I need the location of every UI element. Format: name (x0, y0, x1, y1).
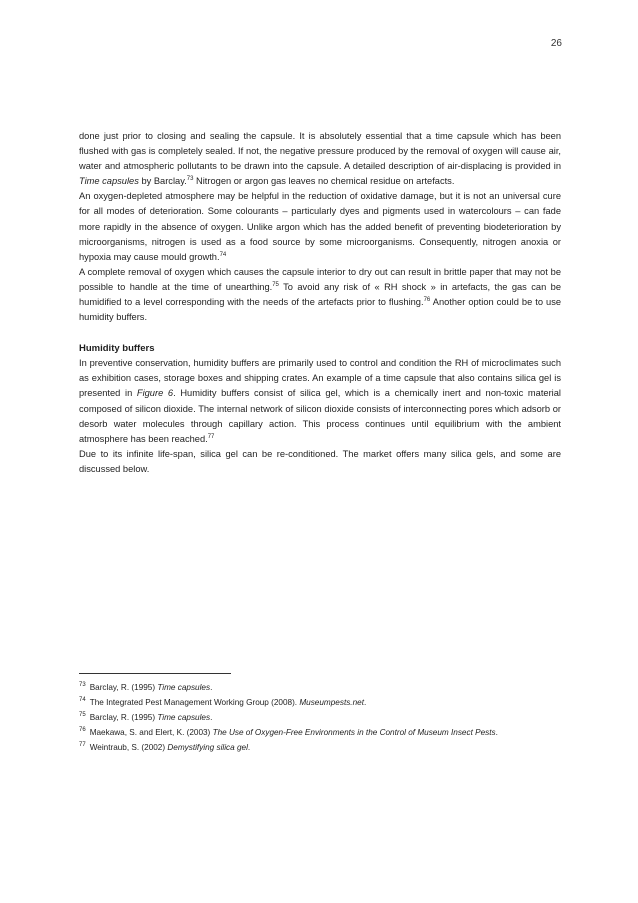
footnote-divider (79, 673, 231, 674)
book-title: Time capsules (79, 176, 139, 187)
footnote-item: $^{75}$ Barclay, R. (1995) Time capsules. (79, 712, 213, 722)
page-number: 26 (550, 38, 562, 49)
footnote-ref[interactable]: 75 (272, 281, 279, 288)
figure-reference[interactable]: Figure 6 (136, 388, 174, 399)
footnote-item: $^{76}$ Maekawa, S. and Elert, K. (2003) The Use of Oxygen-Free Environments in the Control of Museum Insect Pests. (79, 726, 498, 737)
paragraph-silica-gel: Due to its infinite life-span, silica gel can be re-conditioned. The market offers many silica gels, and some are discussed below. (79, 448, 561, 474)
paragraph-humidity-buffers: In preventive conservation, humidity buffers are primarily used to control and condition the RH of microclimates such as exhibition cases, storage boxes and shipping crates. An example of a time capsule that also contains silica gel is presented in Figure 6. Humidity buffers consist of silica gel, which is a chemically inert and non-toxic material composed of silicon dioxide. The internal network of silicon dioxide consists of interconnecting pores which adsorb or desorb water molecules through capillary action. This process continues until equilibrium with the ambient atmosphere has been reached.$^{77}$ (79, 358, 561, 444)
footnote-item: $^{73}$ Barclay, R. (1995) Time capsules. (79, 682, 213, 692)
paragraph-oxygen-depleted: An oxygen-depleted atmosphere may be helpful in the reduction of oxidative damage, but it is not an universal cure for all modes of deterioration. Some colourants – particularly dyes and pigments used in watercolours – can fade more rapidly in the absence of oxygen. Unlike argon which has the added benefit of preventing biodeterioration by microorganisms, nitrogen is used as a food source by some microorganisms. Consequently, nitrogen anoxia or hypoxia may cause mould growth.$^{74}$ (79, 191, 561, 262)
body-text (79, 129, 561, 477)
section-heading: Humidity buffers (79, 343, 155, 355)
footnote-ref[interactable]: 74 (219, 251, 227, 258)
spacer (79, 325, 561, 341)
paragraph-capsule-sealing: done just prior to closing and sealing the capsule. It is absolutely essential that a time capsule which has been flushed with gas is completely sealed. If not, the negative pressure produced by the removal of oxygen will cause air, water and atmospheric pollutants to be drawn into the capsule. A detailed description of air-displacing is provided in Time capsules by Barclay.$^{73}$ Nitrogen or argon gas leaves no chemical residue on artefacts. (79, 131, 561, 187)
paragraph-oxygen-removal: A complete removal of oxygen which causes the capsule interior to dry out can result in brittle paper that may not be possible to handle at the time of unearthing.$^{75}$ To avoid any risk of « RH shock » in artefacts, the gas can be humidified to a level corresponding with the needs of the artefacts prior to flushing.$^{76}$ Another option could be to use humidity buffers. (79, 266, 562, 323)
footnote-ref[interactable]: 76 (423, 296, 431, 303)
footnote-ref[interactable]: 77 (207, 433, 215, 440)
footnote-ref[interactable]: 73 (186, 176, 194, 183)
footnotes (79, 681, 561, 756)
footnote-item: $^{77}$ Weintraub, S. (2002) Demystifying silica gel. (79, 741, 251, 752)
footnote-item: $^{74}$ The Integrated Pest Management Working Group (2008). Museumpests.net. (79, 697, 367, 707)
